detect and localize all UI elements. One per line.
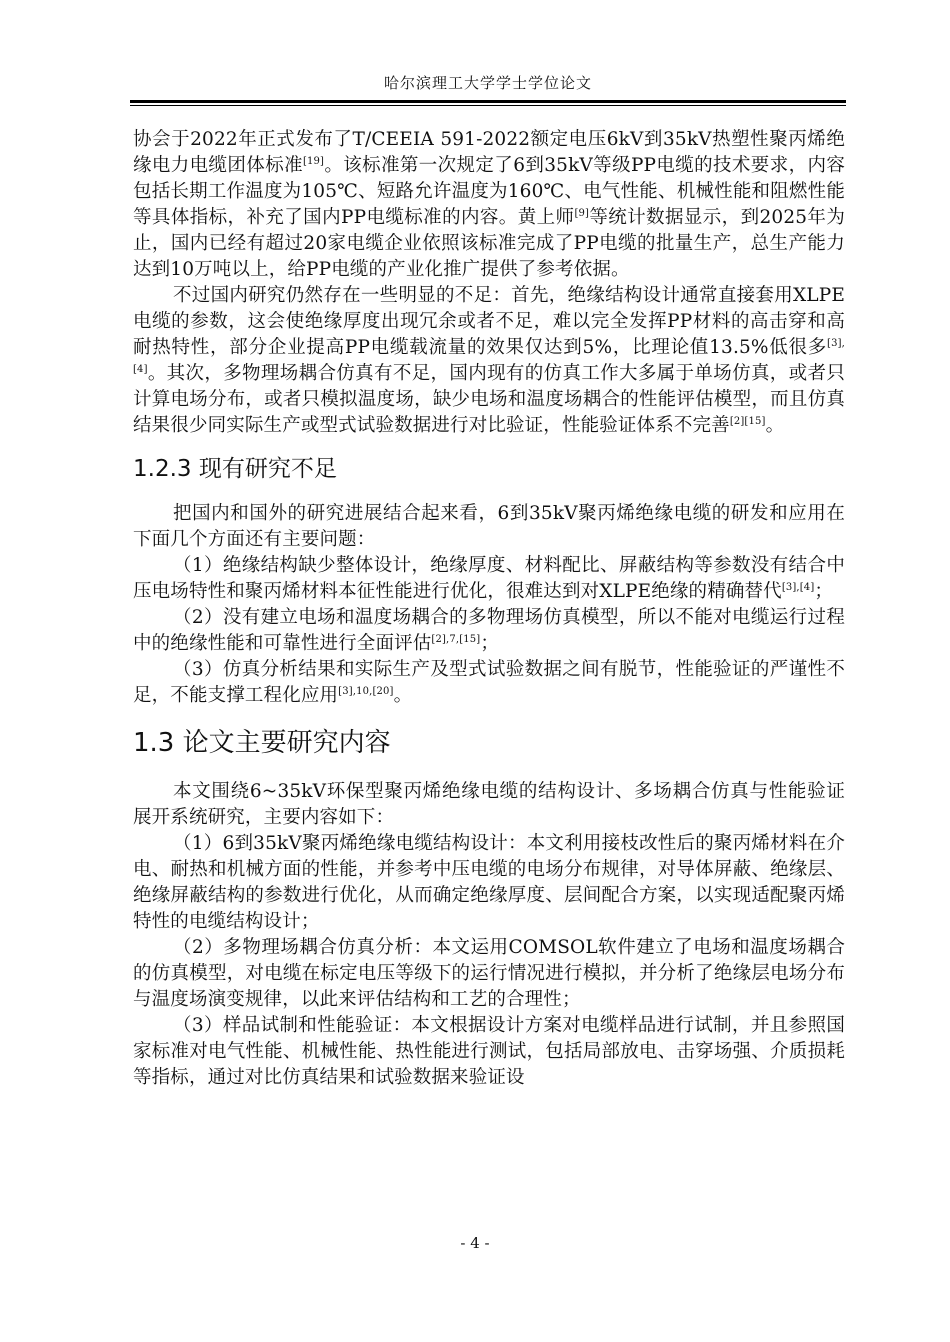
citation: [3],10,[20]	[338, 685, 394, 697]
running-header: 哈尔滨理工大学学士学位论文	[383, 74, 592, 92]
page-body	[133, 127, 845, 1091]
paragraph-intro-content: 本文围绕6~35kV环保型聚丙烯绝缘电缆的结构设计、多场耦合仿真与性能验证展开系统研究，主要内容如下：	[133, 781, 845, 828]
paragraph-standard: 协会于2022年正式发布了T/CEEIA 591-2022额定电压6kV到35kV热塑性聚丙烯绝缘电力电缆团体标准[19]。该标准第一次规定了6到35kV等级PP电缆的技术要求，内容包括长期工作温度为105℃、短路允许温度为160℃、电气性能、机械性能和阻燃性能等具体指标，补充了国内PP电缆标准的内容。黄上师[9]等统计数据显示，到2025年为止，国内已经有超过20家电缆企业依照该标准完成了PP电缆的批量生产，总生产能力达到10万吨以上，给PP电缆的产业化推广提供了参考依据。	[133, 129, 845, 280]
header-rule-thick	[130, 100, 846, 103]
list-item-content-1: （1）6到35kV聚丙烯绝缘电缆结构设计：本文利用接枝改性后的聚丙烯材料在介电、耐热和机械方面的性能，并参考中压电缆的电场分布规律，对导体屏蔽、绝缘层、绝缘屏蔽结构的参数进行优化，从而确定绝缘厚度、层间配合方案，以实现适配聚丙烯特性的电缆结构设计；	[133, 833, 845, 932]
citation: [2],7,[15]	[431, 633, 481, 645]
citation: [3],[4]	[133, 337, 845, 375]
list-item-problem-1: （1）绝缘结构缺少整体设计，绝缘厚度、材料配比、屏蔽结构等参数没有结合中压电场特性和聚丙烯材料本征性能进行优化，很难达到对XLPE绝缘的精确替代[3],[4]；	[133, 555, 845, 602]
list-item-problem-3: （3）仿真分析结果和实际生产及型式试验数据之间有脱节，性能验证的严谨性不足，不能支撑工程化应用[3],10,[20]。	[133, 659, 845, 706]
header-rule-thin	[130, 105, 846, 106]
paragraph-intro-problems: 把国内和国外的研究进展结合起来看，6到35kV聚丙烯绝缘电缆的研发和应用在下面几个方面还有主要问题：	[133, 503, 845, 550]
list-item-problem-2: （2）没有建立电场和温度场耦合的多物理场仿真模型，所以不能对电缆运行过程中的绝缘性能和可靠性进行全面评估[2],7,[15]；	[133, 607, 845, 654]
paragraph-shortcomings: 不过国内研究仍然存在一些明显的不足：首先，绝缘结构设计通常直接套用XLPE电缆的参数，这会使绝缘厚度出现冗余或者不足，难以完全发挥PP材料的高击穿和高耐热特性，部分企业提高PP电缆载流量的效果仅达到5%，比理论值13.5%低很多[3],[4]。其次，多物理场耦合仿真有不足，国内现有的仿真工作大多属于单场仿真，或者只计算电场分布，或者只模拟温度场，缺少电场和温度场耦合的性能评估模型，而且仿真结果很少同实际生产或型式试验数据进行对比验证，性能验证体系不完善[2][15]。	[133, 285, 845, 436]
list-item-content-2: （2）多物理场耦合仿真分析：本文运用COMSOL软件建立了电场和温度场耦合的仿真模型，对电缆在标定电压等级下的运行情况进行模拟，并分析了绝缘层电场分布与温度场演变规律，以此来评估结构和工艺的合理性；	[133, 937, 845, 1010]
citation: [9]	[574, 207, 590, 219]
citation: [3],[4]	[781, 581, 815, 593]
list-item-content-3: （3）样品试制和性能验证：本文根据设计方案对电缆样品进行试制，并且参照国家标准对电气性能、机械性能、热性能进行测试，包括局部放电、击穿场强、介质损耗等指标，通过对比仿真结果和试验数据来验证设	[133, 1015, 845, 1088]
section-heading-1-2-3: 1.2.3 现有研究不足	[133, 456, 337, 482]
section-heading-1-3: 1.3 论文主要研究内容	[133, 728, 391, 758]
page-number: - 4 -	[460, 1234, 490, 1252]
citation: [19]	[302, 155, 325, 167]
citation: [2][15]	[729, 415, 766, 427]
